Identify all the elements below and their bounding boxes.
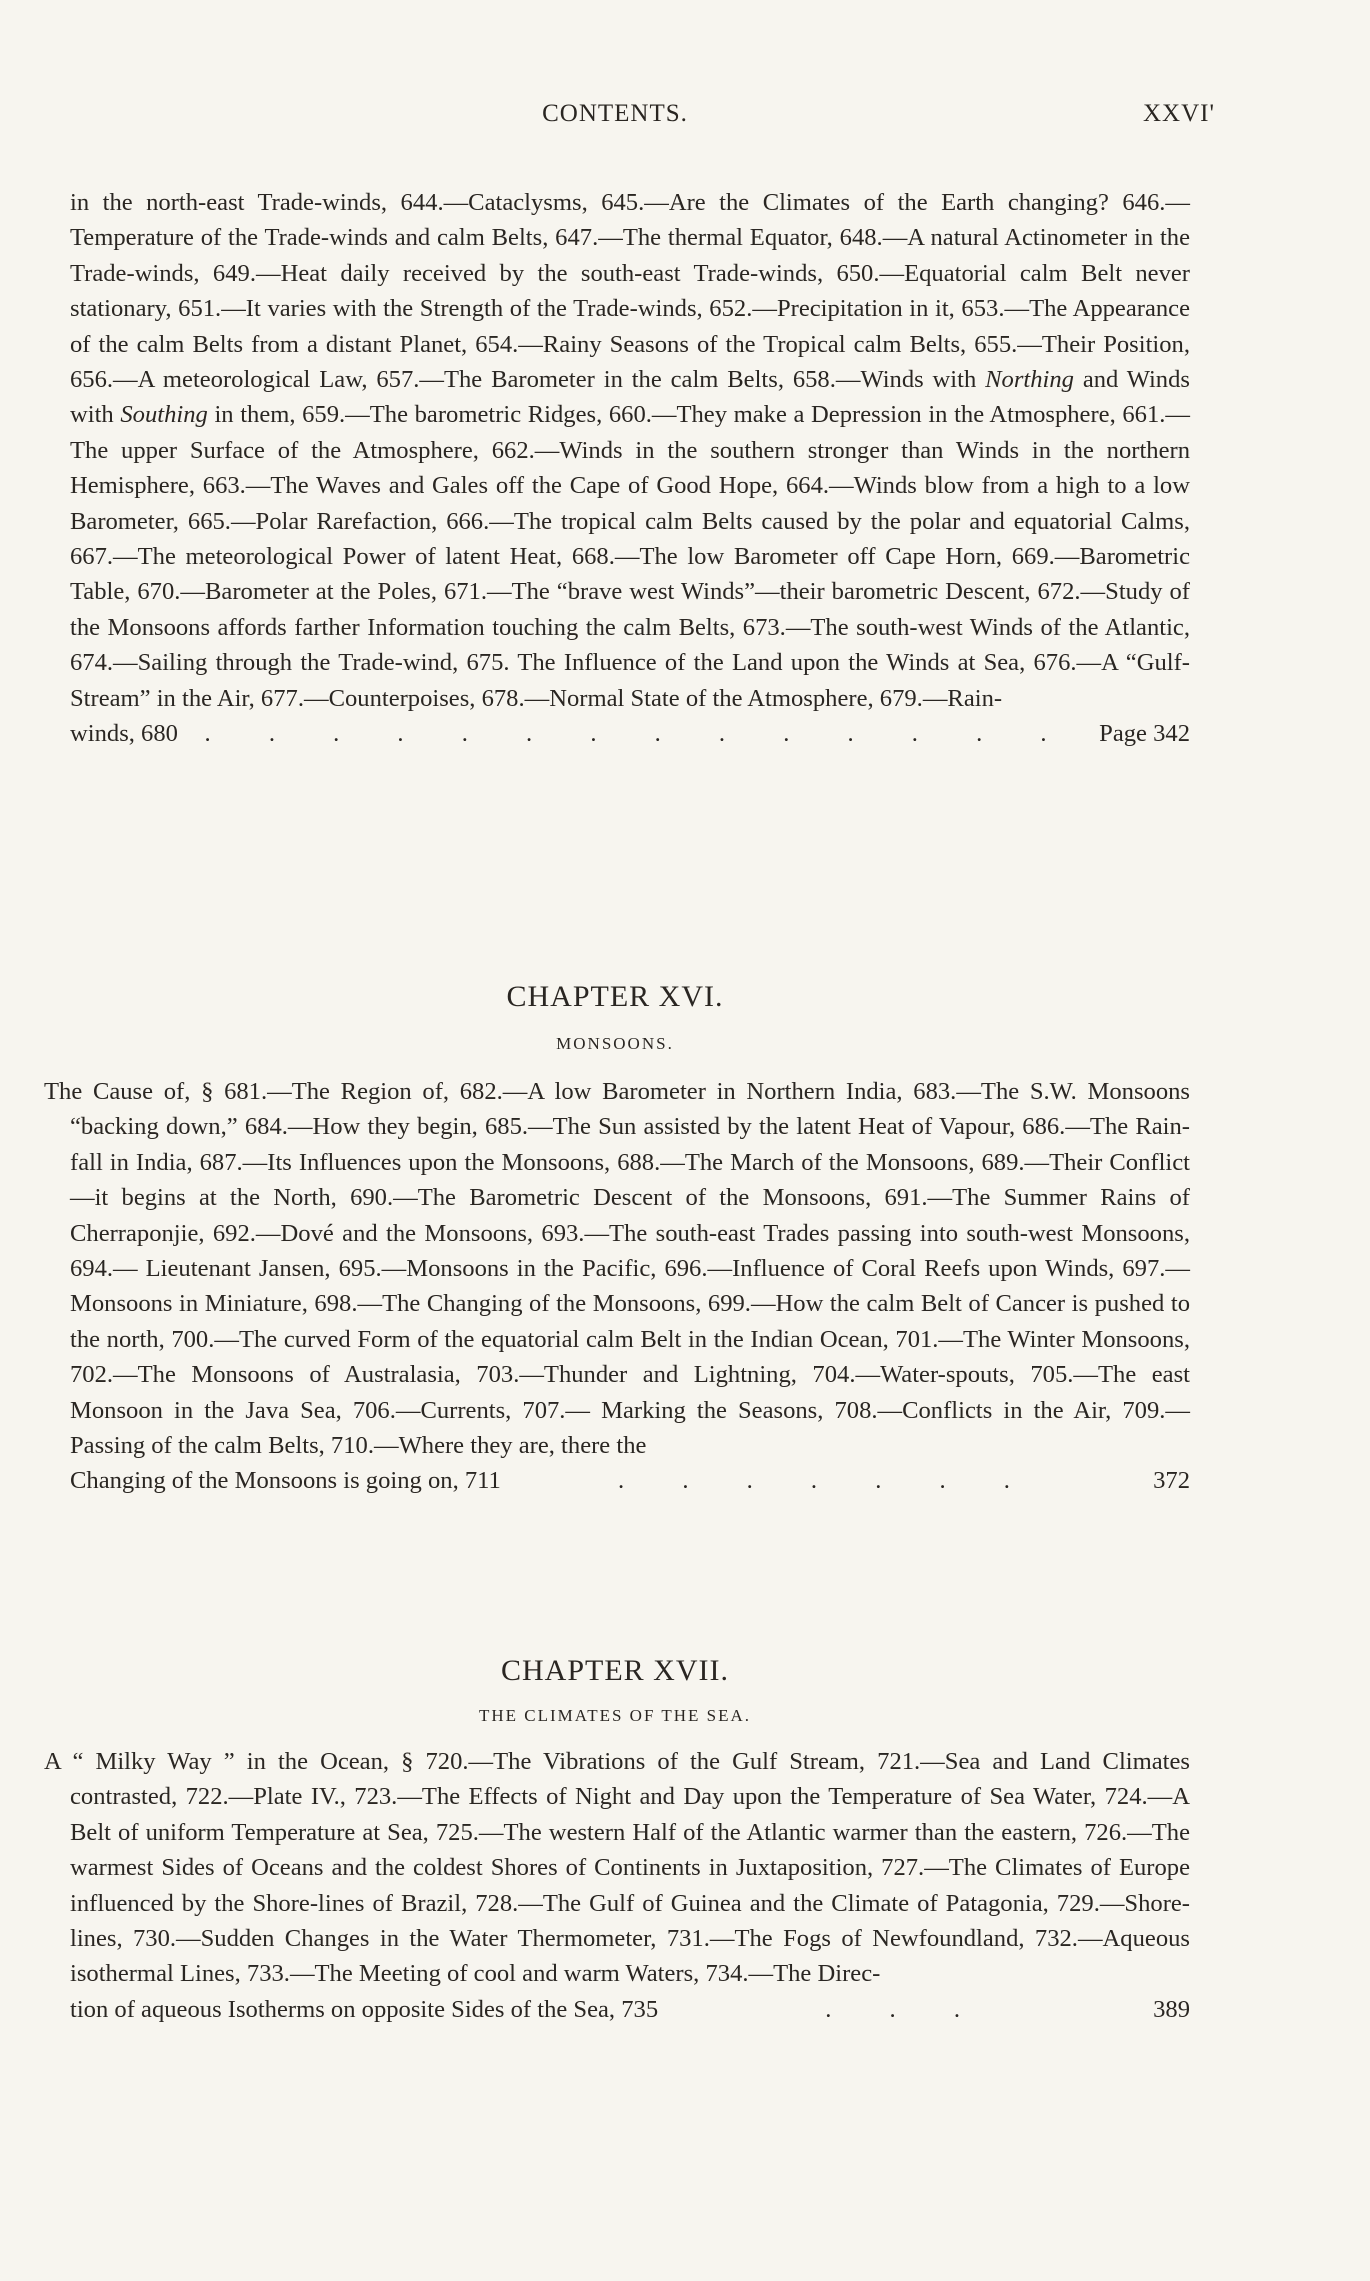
- entry-last-line: [70, 1992, 1190, 2027]
- page-reference: 389: [1153, 1995, 1190, 2023]
- dot-leader: . . . . . . . . . . . . . .: [204, 720, 1073, 748]
- dot-leader: . . . . . . .: [618, 1467, 1036, 1495]
- page-folio: XXVI': [1143, 100, 1215, 127]
- chapter-heading: CHAPTER XVI.: [506, 980, 724, 1013]
- dot-leader: . . .: [825, 1995, 986, 2023]
- entry-last-text: winds, 680: [70, 720, 178, 748]
- entry-text: and Winds with: [70, 366, 1190, 429]
- page-reference: 372: [1153, 1467, 1190, 1495]
- running-head-title: CONTENTS.: [542, 100, 688, 127]
- entry-text: in them, 659.—The barometric Ridges, 660.—They make a Depression in the Atmosphere, 661.—The upper Surface of the Atmosphere, 662.—Winds in the southern stronger than Winds in the northern Hemisphere, 663.—The Waves and Gales off the Cape of Good Hope, 664.—Winds blow from a high to a low Barometer, 665.—Polar Rarefaction, 666.—The tropical calm Belts caused by the polar and equatorial Calms, 667.—The meteorological Power of latent Heat, 668.—The low Barometer off Cape Horn, 669.—Barometric Table, 670.—Barometer at the Poles, 671.—The “brave west Winds”—their barometric Descent, 672.—Study of the Monsoons affords farther Information touching the calm Belts, 673.—The south-west Winds of the Atlantic, 674.—Sailing through the Trade-wind, 675. The Influence of the Land upon the Winds at Sea, 676.—A “Gulf-Stream” in the Air, 677.—Counterpoises, 678.—Normal State of the Atmosphere, 679.—Rain-: [70, 401, 1190, 712]
- contents-entry-climates: [44, 1744, 1190, 2027]
- entry-text: in the north-east Trade-winds, 644.—Cataclysms, 645.—Are the Climates of the Earth changing? 646.—Temperature of the Trade-winds and calm Belts, 647.—The thermal Equator, 648.—A natural Actinometer in the Trade-winds, 649.—Heat daily received by the south-east Trade-winds, 650.—Equatorial calm Belt never stationary, 651.—It varies with the Strength of the Trade-winds, 652.—Precipitation in it, 653.—The Appearance of the calm Belts from a distant Planet, 654.—Rainy Seasons of the Tropical calm Belts, 655.—Their Position, 656.—A meteorological Law, 657.—The Barometer in the calm Belts, 658.—Winds with: [70, 189, 1190, 394]
- contents-entry-monsoons: [44, 1074, 1190, 1499]
- entry-text: The Cause of, § 681.—The Region of, 682.—A low Barometer in Northern India, 683.—The S.W. Monsoons “backing down,” 684.—How they begin, 685.—The Sun assisted by the latent Heat of Vapour, 686.—The Rain-fall in India, 687.—Its Influences upon the Monsoons, 688.—The March of the Monsoons, 689.—Their Conflict—it begins at the North, 690.—The Barometric Descent of the Monsoons, 691.—The Summer Rains of Cherraponjie, 692.—Dové and the Monsoons, 693.—The south-east Trades passing into south-west Monsoons, 694.— Lieutenant Jansen, 695.—Monsoons in the Pacific, 696.—Influence of Coral Reefs upon Winds, 697.—Monsoons in Miniature, 698.—The Changing of the Monsoons, 699.—How the calm Belt of Cancer is pushed to the north, 700.—The curved Form of the equatorial calm Belt in the Indian Ocean, 701.—The Winter Monsoons, 702.—The Monsoons of Australasia, 703.—Thunder and Lightning, 704.—Water-spouts, 705.—The east Monsoon in the Java Sea, 706.—Currents, 707.— Marking the Seasons, 708.—Conflicts in the Air, 709.—Passing of the calm Belts, 710.—Where they are, there the: [44, 1078, 1190, 1460]
- running-head: [0, 100, 1370, 140]
- entry-text: A “ Milky Way ” in the Ocean, § 720.—The Vibrations of the Gulf Stream, 721.—Sea and Land Climates contrasted, 722.—Plate IV., 723.—The Effects of Night and Day upon the Temperature of Sea Water, 724.—A Belt of uniform Temperature at Sea, 725.—The western Half of the Atlantic warmer than the eastern, 726.—The warmest Sides of Oceans and the coldest Shores of Continents in Juxtaposition, 727.—The Climates of Europe influenced by the Shore-lines of Brazil, 728.—The Gulf of Guinea and the Climate of Patagonia, 729.—Shore-lines, 730.—Sudden Changes in the Water Thermometer, 731.—The Fogs of Newfoundland, 732.—Aqueous isothermal Lines, 733.—The Meeting of cool and warm Waters, 734.—The Direc-: [44, 1748, 1190, 1988]
- page-reference: Page 342: [1099, 720, 1190, 748]
- chapter-subtitle: THE CLIMATES OF THE SEA.: [479, 1706, 751, 1725]
- entry-last-line: [70, 1463, 1190, 1498]
- entry-italic-northing: Northing: [985, 366, 1074, 394]
- entry-last-line: [70, 716, 1190, 751]
- entry-last-text: Changing of the Monsoons is going on, 711: [70, 1467, 501, 1495]
- entry-last-text: tion of aqueous Isotherms on opposite Sides of the Sea, 735: [70, 1995, 659, 2023]
- entry-italic-southing: Southing: [120, 401, 208, 429]
- chapter-heading: CHAPTER XVII.: [501, 1654, 729, 1687]
- chapter-subtitle: MONSOONS.: [556, 1034, 674, 1053]
- contents-entry-continuation: [70, 185, 1190, 752]
